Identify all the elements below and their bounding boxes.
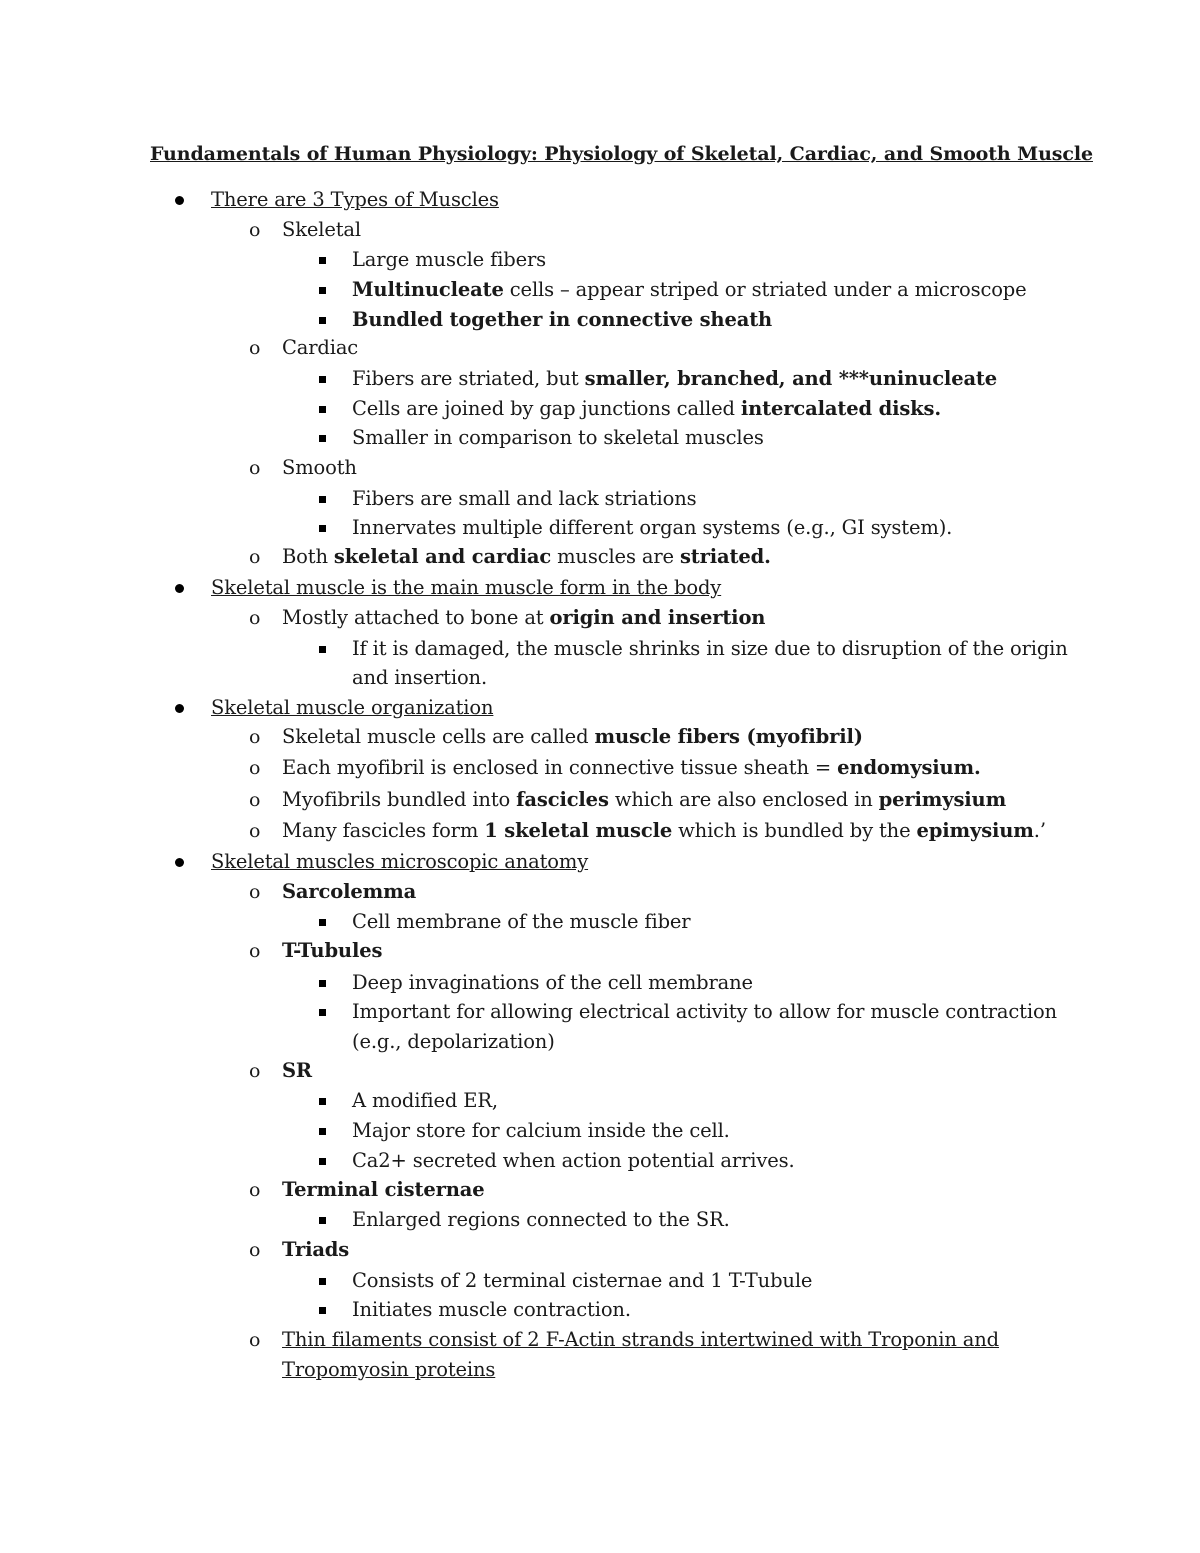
outline-item-level-2 xyxy=(282,1177,484,1203)
bold-term: origin and insertion xyxy=(549,606,766,629)
item-text: .’ xyxy=(1033,819,1046,842)
item-text: Innervates multiple different organ systems (e.g., GI system). xyxy=(352,516,953,539)
bold-term: muscle fibers (myofibril) xyxy=(594,725,863,748)
outline-item-level-1 xyxy=(211,695,493,721)
bold-term: striated. xyxy=(679,545,771,568)
item-text: There are 3 Types of Muscles xyxy=(211,188,499,211)
outline-item-level-3-continuation xyxy=(352,665,487,691)
bullet-square-icon xyxy=(319,376,326,383)
item-text: Skeletal muscles microscopic anatomy xyxy=(211,850,589,873)
outline-item-level-3 xyxy=(352,999,1057,1025)
bullet-circle-icon: o xyxy=(249,337,261,359)
bullet-circle-icon: o xyxy=(249,219,261,241)
outline-item-level-1 xyxy=(211,575,721,601)
outline-item-level-3 xyxy=(352,486,696,512)
bullet-circle-icon: o xyxy=(249,726,261,748)
bullet-square-icon xyxy=(319,525,326,532)
outline-item-level-3 xyxy=(352,970,753,996)
bullet-disc-icon xyxy=(175,584,184,593)
outline-item-level-2 xyxy=(282,1327,999,1353)
outline-item-level-2 xyxy=(282,879,416,905)
item-text: Tropomyosin proteins xyxy=(282,1358,496,1381)
item-text: Large muscle fibers xyxy=(352,248,547,271)
outline-item-level-2 xyxy=(282,605,765,631)
item-text: Each myofibril is enclosed in connective tissue sheath = xyxy=(282,756,838,779)
item-text: Smaller in comparison to skeletal muscles xyxy=(352,426,764,449)
bullet-circle-icon: o xyxy=(249,820,261,842)
outline-item-level-2 xyxy=(282,724,863,750)
item-text: Ca2+ secreted when action potential arrives. xyxy=(352,1149,795,1172)
outline-item-level-3 xyxy=(352,1088,498,1114)
bullet-square-icon xyxy=(319,1098,326,1105)
outline-item-level-3 xyxy=(352,1207,730,1233)
outline-item-level-3 xyxy=(352,636,1068,662)
outline-item-level-3 xyxy=(352,396,941,422)
item-text: Major store for calcium inside the cell. xyxy=(352,1119,730,1142)
bullet-square-icon xyxy=(319,1217,326,1224)
bold-term: fascicles xyxy=(516,788,609,811)
outline-item-level-2 xyxy=(282,1058,312,1084)
bullet-circle-icon: o xyxy=(249,789,261,811)
outline-item-level-3 xyxy=(352,366,997,392)
outline-item-level-1 xyxy=(211,849,588,875)
item-text: If it is damaged, the muscle shrinks in size due to disruption of the origin xyxy=(352,637,1068,660)
bold-term: skeletal and cardiac xyxy=(333,545,552,568)
page-title: Fundamentals of Human Physiology: Physiology of Skeletal, Cardiac, and Smooth Muscle xyxy=(150,143,1093,165)
outline-item-level-3 xyxy=(352,1268,812,1294)
outline-item-level-2 xyxy=(282,455,357,481)
bullet-square-icon xyxy=(319,1278,326,1285)
bullet-disc-icon xyxy=(175,858,184,867)
bold-term: Triads xyxy=(282,1238,350,1261)
bullet-disc-icon xyxy=(175,704,184,713)
bullet-square-icon xyxy=(319,1307,326,1314)
item-text: Thin filaments consist of 2 F-Actin strands intertwined with Troponin and xyxy=(282,1328,1000,1351)
item-text: which is bundled by the xyxy=(672,819,917,842)
outline-item-level-3 xyxy=(352,425,764,451)
bullet-disc-icon xyxy=(175,196,184,205)
bold-term: Bundled together in connective sheath xyxy=(352,308,773,331)
bold-term: intercalated disks. xyxy=(740,397,941,420)
item-text: muscles are xyxy=(551,545,680,568)
item-text: Cardiac xyxy=(282,336,359,359)
outline-item-level-3 xyxy=(352,277,1027,303)
bold-term: smaller, branched, and ***uninucleate xyxy=(584,367,998,390)
bold-term: SR xyxy=(282,1059,312,1082)
bullet-circle-icon: o xyxy=(249,1179,261,1201)
item-text: Fibers are small and lack striations xyxy=(352,487,697,510)
bullet-circle-icon: o xyxy=(249,881,261,903)
bullet-circle-icon: o xyxy=(249,457,261,479)
item-text: Mostly attached to bone at xyxy=(282,606,550,629)
bullet-square-icon xyxy=(319,406,326,413)
bold-term: endomysium. xyxy=(837,756,981,779)
item-text: Cells are joined by gap junctions called xyxy=(352,397,741,420)
bullet-square-icon xyxy=(319,919,326,926)
bullet-square-icon xyxy=(319,317,326,324)
bullet-square-icon xyxy=(319,496,326,503)
outline-item-level-2 xyxy=(282,1237,349,1263)
item-text: Skeletal muscle organization xyxy=(211,696,494,719)
bold-term: T-Tubules xyxy=(282,939,383,962)
bullet-circle-icon: o xyxy=(249,940,261,962)
bullet-circle-icon: o xyxy=(249,1329,261,1351)
item-text: Consists of 2 terminal cisternae and 1 T-Tubule xyxy=(352,1269,813,1292)
outline-item-level-2 xyxy=(282,818,1046,844)
item-text: Deep invaginations of the cell membrane xyxy=(352,971,753,994)
outline-item-level-2 xyxy=(282,787,1006,813)
bold-term: 1 skeletal muscle xyxy=(484,819,673,842)
outline-item-level-3 xyxy=(352,909,690,935)
bullet-square-icon xyxy=(319,435,326,442)
bullet-square-icon xyxy=(319,980,326,987)
item-text: Skeletal muscle is the main muscle form in the body xyxy=(211,576,722,599)
bullet-circle-icon: o xyxy=(249,757,261,779)
bullet-square-icon xyxy=(319,1158,326,1165)
outline-item-level-3 xyxy=(352,307,772,333)
item-text: Both xyxy=(282,545,334,568)
item-text: Cell membrane of the muscle fiber xyxy=(352,910,691,933)
outline-item-level-3 xyxy=(352,1297,631,1323)
item-text: Fibers are striated, but xyxy=(352,367,585,390)
outline-item-level-2 xyxy=(282,938,382,964)
item-text: cells – appear striped or striated under a microscope xyxy=(503,278,1027,301)
bullet-square-icon xyxy=(319,257,326,264)
bullet-square-icon xyxy=(319,287,326,294)
outline-item-level-3-continuation xyxy=(352,1029,555,1055)
outline-item-level-3 xyxy=(352,1118,730,1144)
bold-term: Multinucleate xyxy=(352,278,504,301)
outline-item-level-2 xyxy=(282,217,361,243)
bullet-square-icon xyxy=(319,1128,326,1135)
outline-item-level-2 xyxy=(282,335,358,361)
bullet-circle-icon: o xyxy=(249,1060,261,1082)
item-text: which are also enclosed in xyxy=(608,788,879,811)
bold-term: Sarcolemma xyxy=(282,880,417,903)
bullet-circle-icon: o xyxy=(249,1239,261,1261)
item-text: and insertion. xyxy=(352,666,487,689)
bullet-circle-icon: o xyxy=(249,546,261,568)
outline-item-level-2 xyxy=(282,755,981,781)
outline-item-level-2 xyxy=(282,544,771,570)
item-text: Myofibrils bundled into xyxy=(282,788,517,811)
bold-term: perimysium xyxy=(878,788,1007,811)
bullet-circle-icon: o xyxy=(249,607,261,629)
item-text: Many fascicles form xyxy=(282,819,485,842)
bold-term: epimysium xyxy=(916,819,1034,842)
bullet-square-icon xyxy=(319,646,326,653)
bold-term: Terminal cisternae xyxy=(282,1178,485,1201)
item-text: Initiates muscle contraction. xyxy=(352,1298,631,1321)
outline-item-level-3 xyxy=(352,1148,795,1174)
item-text: Skeletal muscle cells are called xyxy=(282,725,595,748)
item-text: A modified ER, xyxy=(352,1089,498,1112)
outline-item-level-3 xyxy=(352,247,546,273)
item-text: Important for allowing electrical activity to allow for muscle contraction xyxy=(352,1000,1057,1023)
outline-item-level-3 xyxy=(352,515,952,541)
item-text: Skeletal xyxy=(282,218,361,241)
item-text: (e.g., depolarization) xyxy=(352,1030,555,1053)
bullet-square-icon xyxy=(319,1009,326,1016)
outline-item-level-2-continuation xyxy=(282,1357,495,1383)
outline-item-level-1 xyxy=(211,187,499,213)
item-text: Smooth xyxy=(282,456,357,479)
item-text: Enlarged regions connected to the SR. xyxy=(352,1208,730,1231)
